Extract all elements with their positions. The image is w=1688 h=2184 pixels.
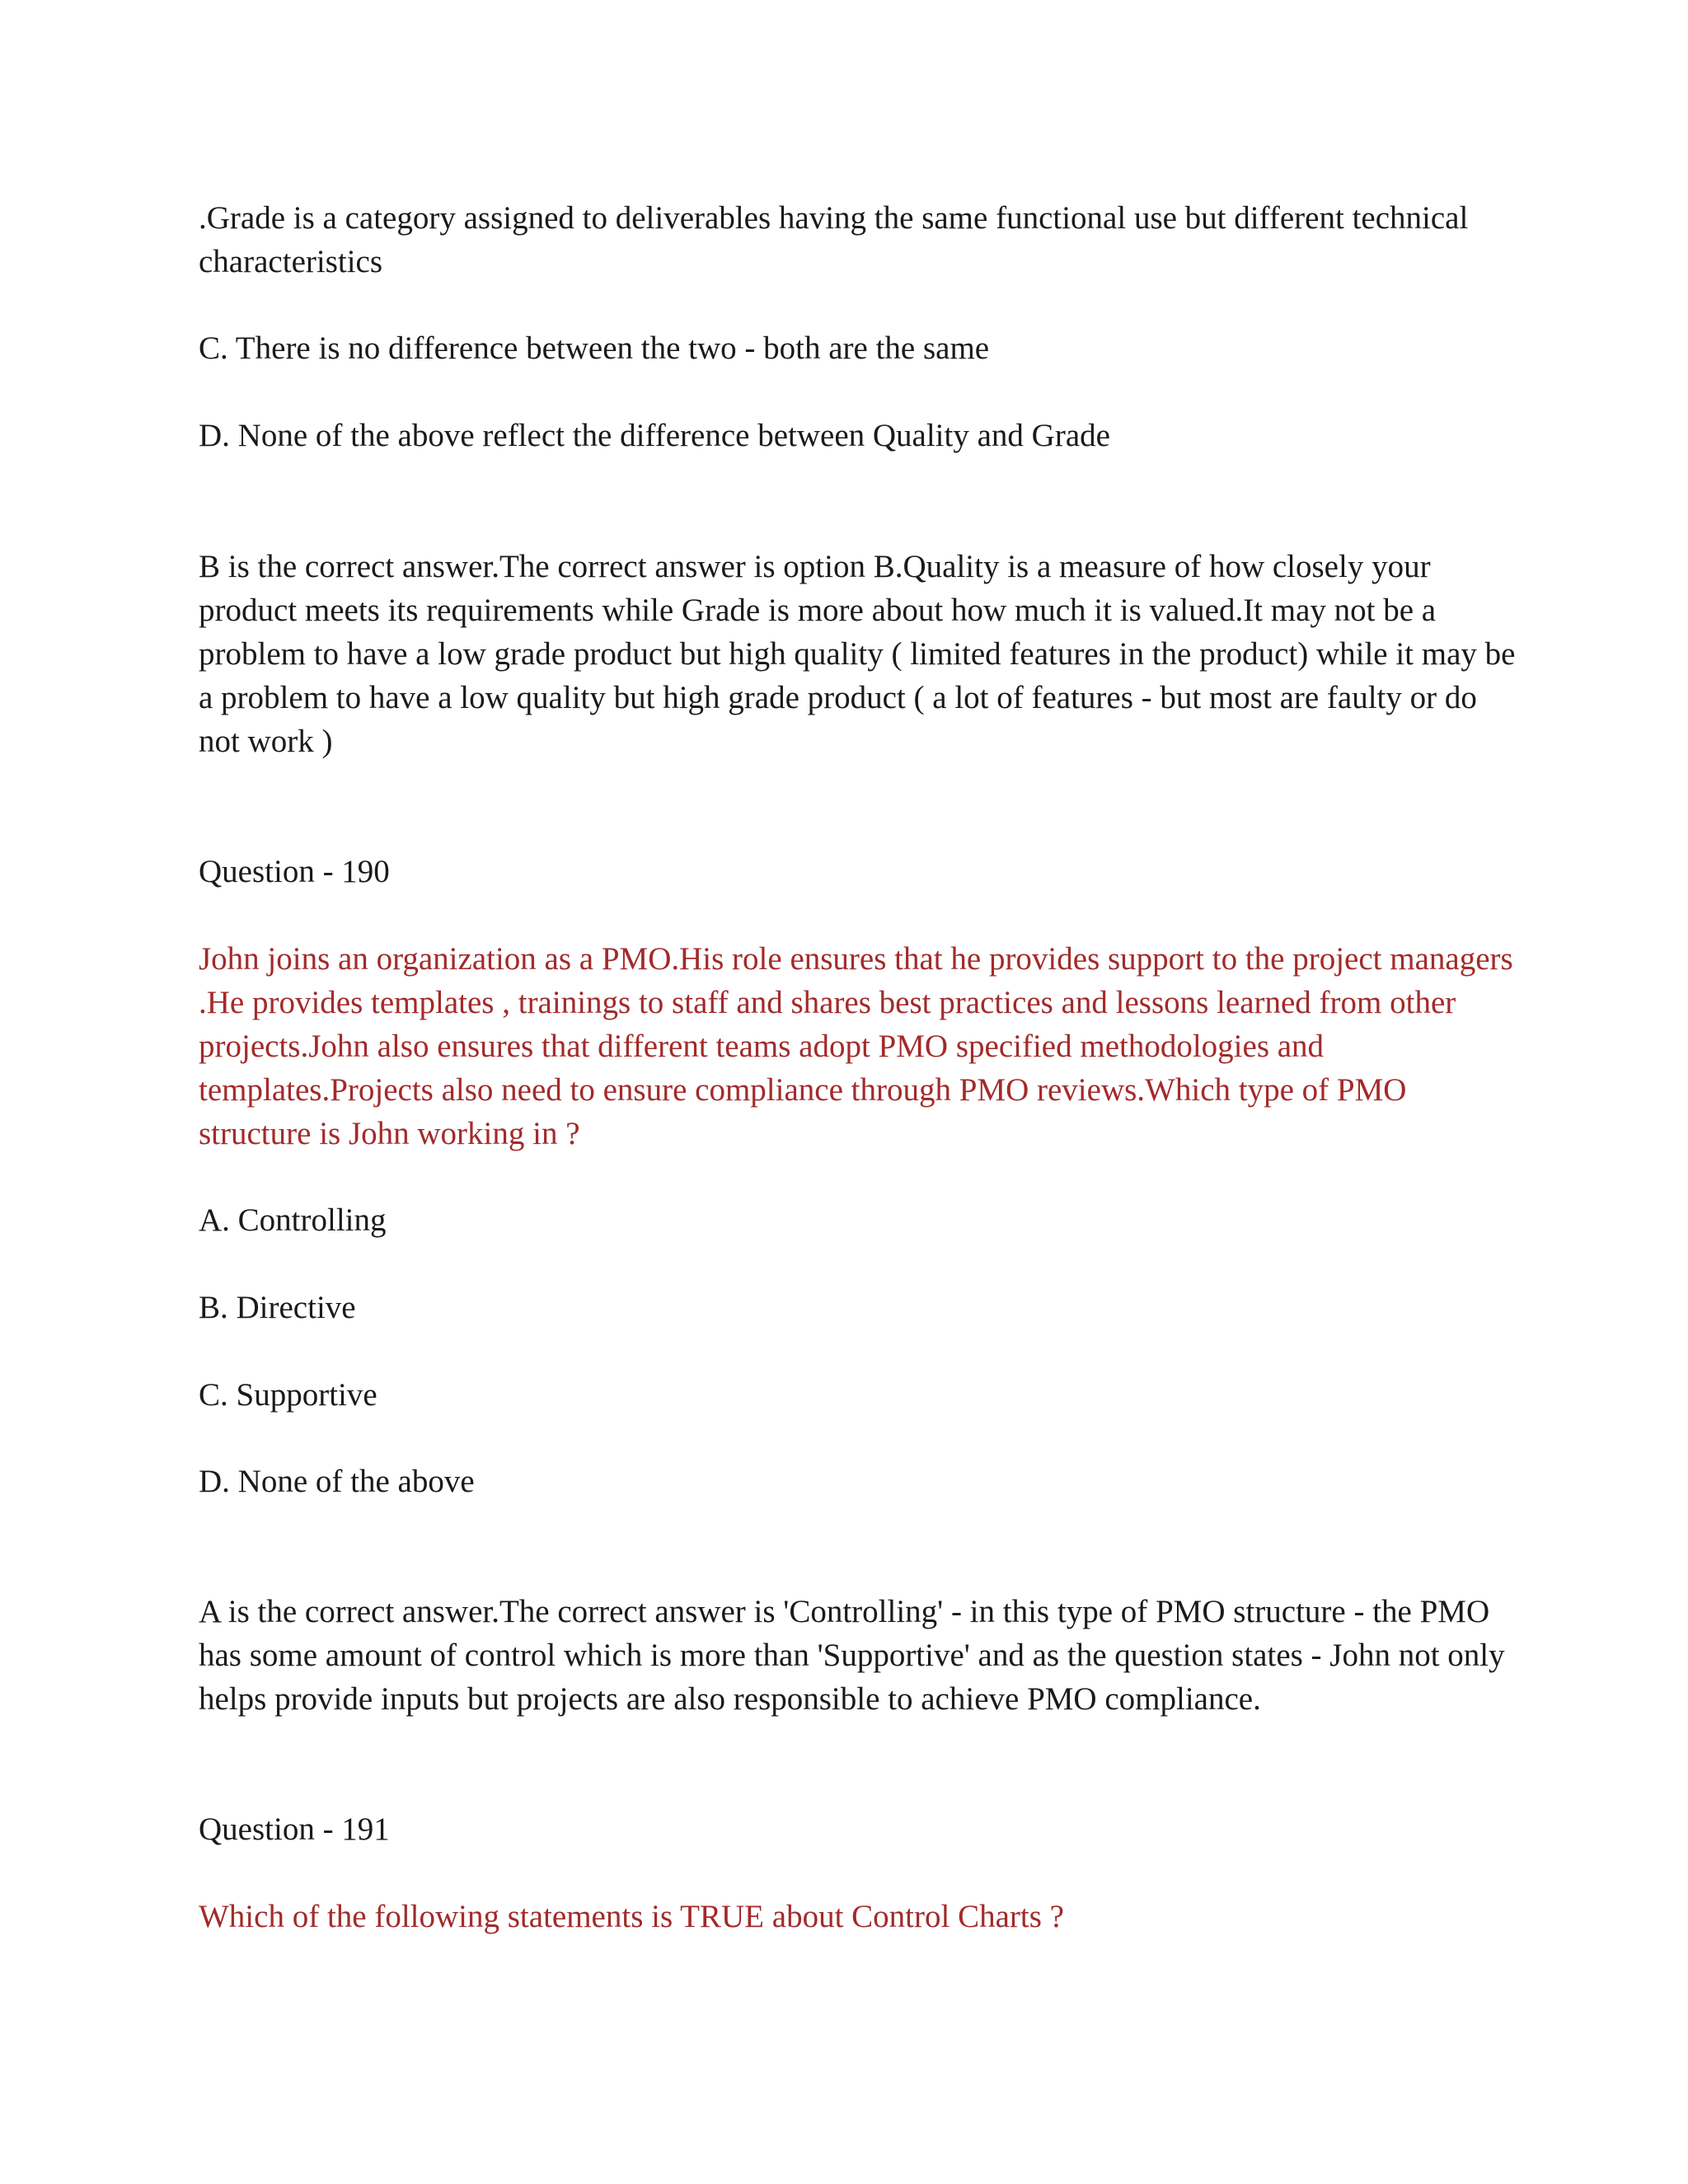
prev-option-b-continued: .Grade is a category assigned to deliverables having the same functional use but different technical characteristics: [199, 200, 1469, 279]
prev-option-d: D. None of the above reflect the difference between Quality and Grade: [199, 418, 1110, 453]
question-190-option-d: D. None of the above: [199, 1464, 475, 1499]
question-190-option-c: C. Supportive: [199, 1377, 377, 1413]
prev-option-c: C. There is no difference between the two - both are the same: [199, 330, 990, 366]
question-190-option-a: A. Controlling: [199, 1202, 387, 1238]
question-191-heading: Question - 191: [199, 1811, 390, 1847]
question-190-text: John joins an organization as a PMO.His role ensures that he provides support to the project managers .He provides templates , trainings to staff and shares best practices and lessons learned from other projects.John also ensures that different teams adopt PMO specified methodologies and templates.Projects also need to ensure compliance through PMO reviews.Which type of PMO structure is John working in ?: [199, 941, 1513, 1151]
question-190-option-b: B. Directive: [199, 1290, 356, 1325]
question-190-answer-explanation: A is the correct answer.The correct answer is 'Controlling' - in this type of PMO structure - the PMO has some amount of control which is more than 'Supportive' and as the question states - John not only helps provide inputs but projects are also responsible to achieve PMO compliance.: [199, 1594, 1505, 1717]
prev-answer-explanation: B is the correct answer.The correct answer is option B.Quality is a measure of how closely your product meets its requirements while Grade is more about how much it is valued.It may not be a problem to have a low grade product but high quality ( limited features in the product) while it may be a problem to have a low quality but high grade product ( a lot of features - but most are faulty or do not work ): [199, 549, 1516, 759]
question-191-text: Which of the following statements is TRUE about Control Charts ?: [199, 1899, 1064, 1934]
question-190-heading: Question - 190: [199, 854, 390, 889]
